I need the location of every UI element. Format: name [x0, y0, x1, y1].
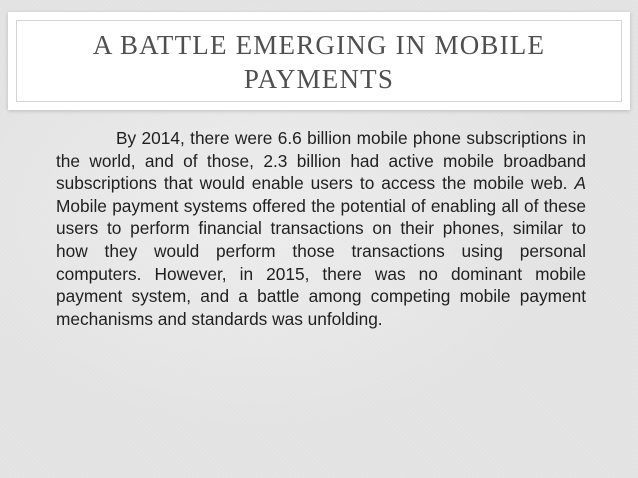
- slide-title: A BATTLE EMERGING IN MOBILE PAYMENTS: [92, 30, 546, 94]
- body-text-part-1: By 2014, there were 6.6 billion mobile phone subscriptions in the world, and of those, 2.3 billion had active mobile broadband subscriptions that would enable users to access the mobile web.: [56, 128, 586, 194]
- title-band: [8, 12, 630, 110]
- body-text-italic: A: [574, 173, 586, 194]
- body-text-part-2: Mobile payment systems offered the potential of enabling all of these users to perform financial transactions on their phones, similar to how they would perform those transactions using personal computers. However, in 2015, there was no dominant mobile payment system, and a battle among competing mobile payment mechanisms and standards was unfolding.: [56, 195, 586, 329]
- body-paragraph: [56, 127, 586, 330]
- title-frame: [16, 20, 622, 102]
